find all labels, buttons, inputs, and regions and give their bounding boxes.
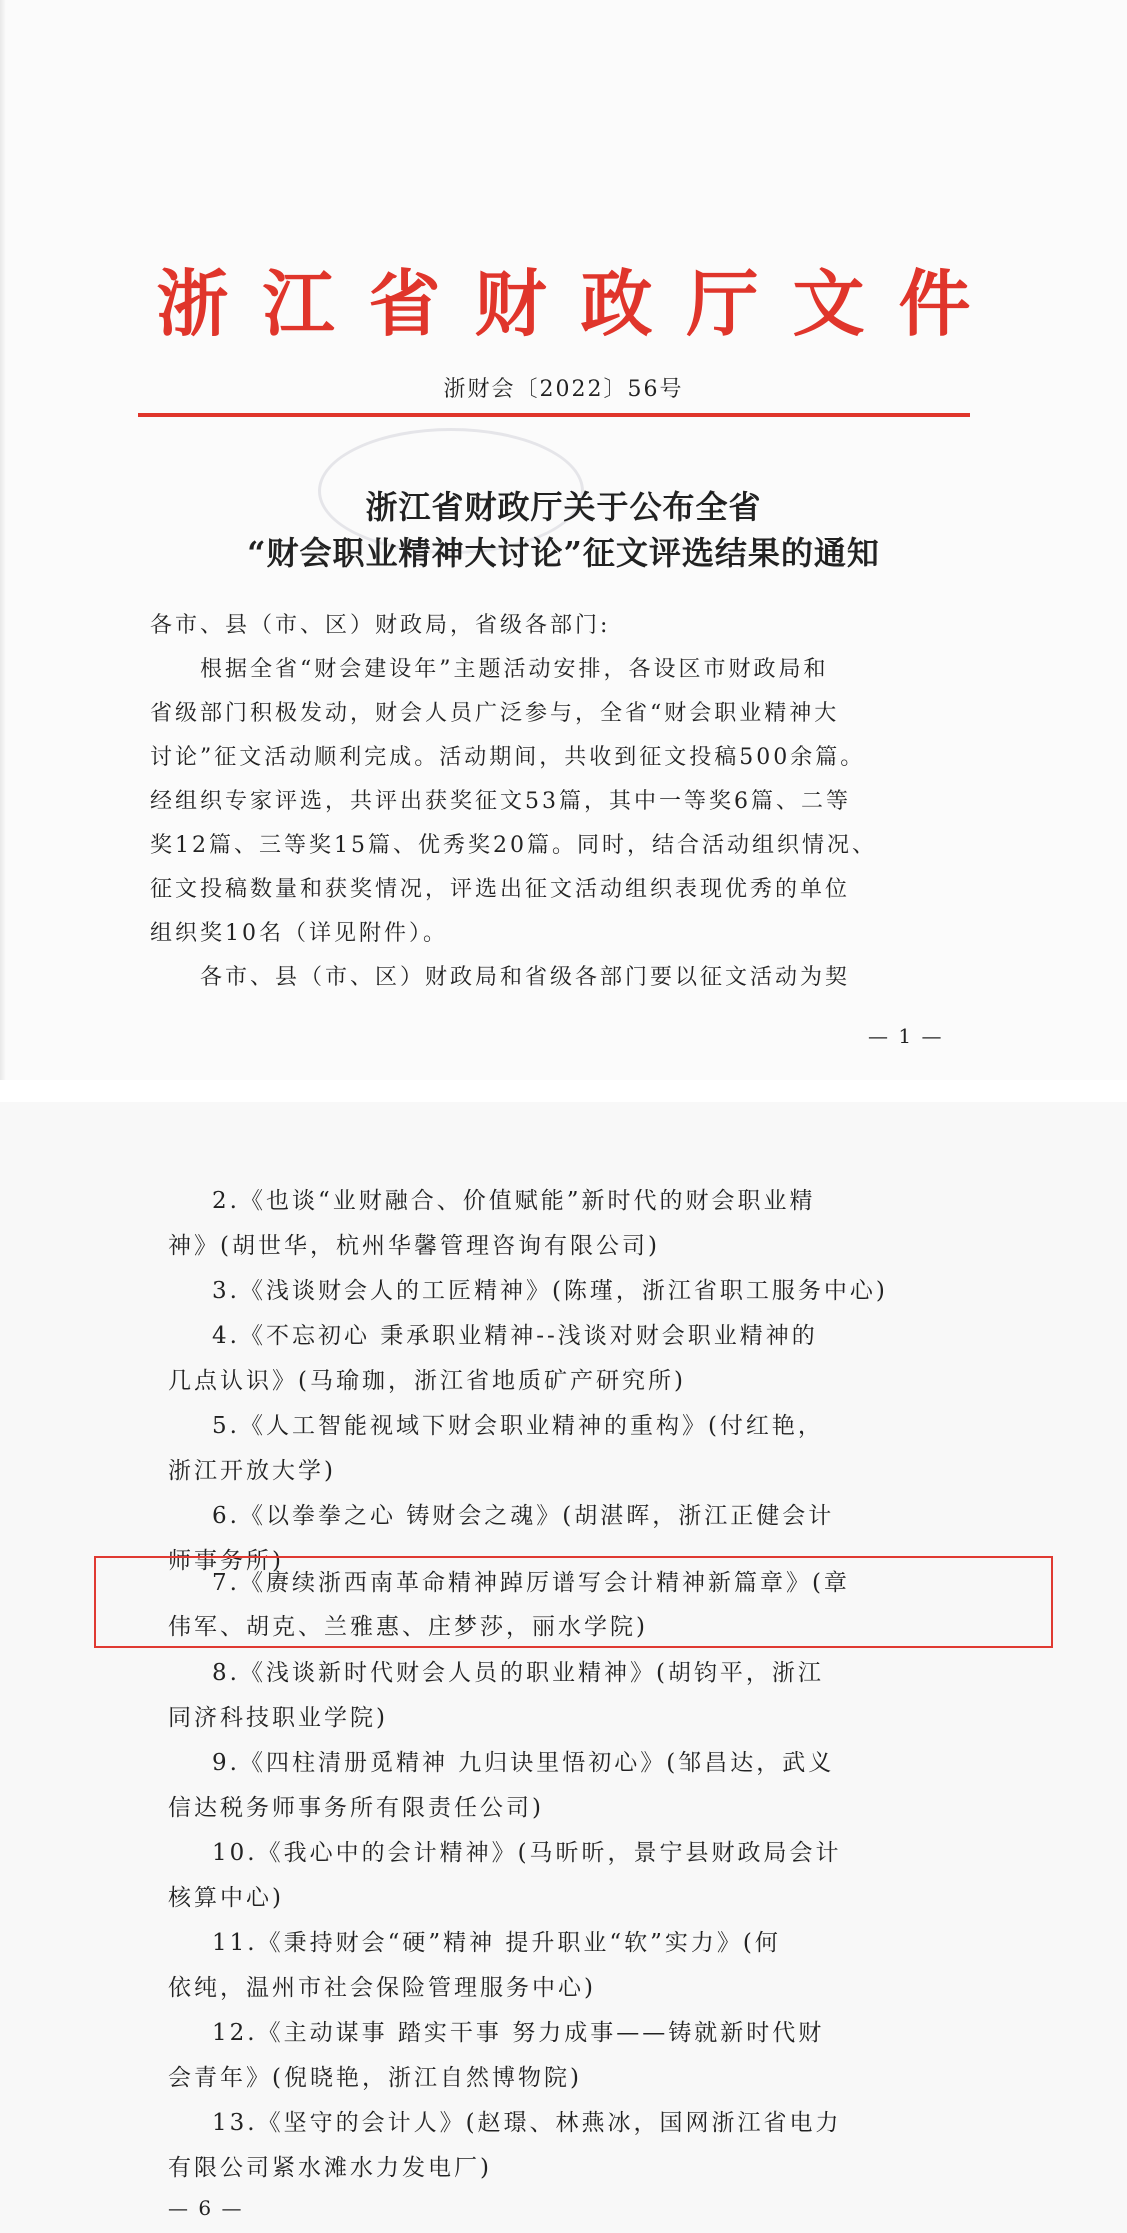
- page-gap: [0, 1080, 1127, 1102]
- list-line: 神》(胡世华，杭州华馨管理咨询有限公司): [168, 1233, 660, 1259]
- notice-title-line-1: 浙江省财政厅关于公布全省: [365, 488, 762, 526]
- body-line: 经组织专家评选，共评出获奖征文53篇，其中一等奖6篇、二等: [150, 789, 851, 814]
- list-line: 浙江开放大学): [168, 1458, 336, 1484]
- list-line: 依纯，温州市社会保险管理服务中心): [168, 1975, 596, 2001]
- body-line: 各市、县（市、区）财政局，省级各部门:: [150, 613, 611, 638]
- notice-title-line-2: “财会职业精神大讨论”征文评选结果的通知: [247, 534, 880, 572]
- list-line: 信达税务师事务所有限责任公司): [168, 1795, 544, 1821]
- list-line: 同济科技职业学院): [168, 1705, 388, 1731]
- list-line: 2.《也谈“业财融合、价值赋能”新时代的财会职业精: [212, 1188, 816, 1214]
- highlighted-list-line: 伟军、胡克、兰雅惠、庄梦莎，丽水学院): [168, 1614, 648, 1640]
- list-line: 几点认识》(马瑜珈，浙江省地质矿产研究所): [168, 1368, 686, 1394]
- list-line: 11.《秉持财会“硬”精神 提升职业“软”实力》(何: [212, 1930, 781, 1956]
- list-line: 8.《浅谈新时代财会人员的职业精神》(胡钧平，浙江: [212, 1660, 824, 1686]
- page-number: — 1 —: [868, 1024, 944, 1048]
- body-line: 征文投稿数量和获奖情况，评选出征文活动组织表现优秀的单位: [150, 877, 851, 902]
- list-line: 6.《以拳拳之心 铸财会之魂》(胡湛晖，浙江正健会计: [212, 1503, 835, 1529]
- list-line: 5.《人工智能视域下财会职业精神的重构》(付红艳，: [212, 1413, 824, 1439]
- list-line: 会青年》(倪晓艳，浙江自然博物院): [168, 2065, 582, 2091]
- highlighted-list-line: 7.《赓续浙西南革命精神踔厉谱写会计精神新篇章》(章: [212, 1570, 850, 1596]
- list-line: 9.《四柱清册觅精神 九归诀里悟初心》(邹昌达，武义: [212, 1750, 835, 1776]
- body-line: 省级部门积极发动，财会人员广泛参与，全省“财会职业精神大: [150, 701, 840, 726]
- body-line: 各市、县（市、区）财政局和省级各部门要以征文活动为契: [200, 965, 851, 990]
- document-page-1: [0, 0, 1127, 1080]
- page-number: — 6 —: [168, 2196, 244, 2220]
- list-line: 有限公司紧水滩水力发电厂): [168, 2155, 492, 2181]
- body-line: 奖12篇、三等奖15篇、优秀奖20篇。同时，结合活动组织情况、: [150, 833, 877, 858]
- list-line: 3.《浅谈财会人的工匠精神》(陈瑾，浙江省职工服务中心): [212, 1278, 888, 1304]
- body-line: 讨论”征文活动顺利完成。活动期间，共收到征文投稿500余篇。: [150, 745, 866, 770]
- document-number: 浙财会〔2022〕56号: [443, 377, 684, 402]
- list-line: 核算中心): [168, 1885, 284, 1911]
- red-divider-line: [138, 413, 970, 417]
- list-line: 4.《不忘初心 秉承职业精神--浅谈对财会职业精神的: [212, 1323, 818, 1349]
- list-line: 10.《我心中的会计精神》(马昕昕，景宁县财政局会计: [212, 1840, 842, 1866]
- body-line: 组织奖10名（详见附件）。: [150, 921, 448, 946]
- document-header-title: 浙江省财政厅文件: [156, 261, 1005, 346]
- list-line: 13.《坚守的会计人》(赵璟、林燕冰，国网浙江省电力: [212, 2110, 842, 2136]
- list-line: 师事务所): [168, 1548, 284, 1574]
- body-line: 根据全省“财会建设年”主题活动安排，各设区市财政局和: [200, 657, 829, 682]
- list-line: 12.《主动谋事 踏实干事 努力成事——铸就新时代财: [212, 2020, 825, 2046]
